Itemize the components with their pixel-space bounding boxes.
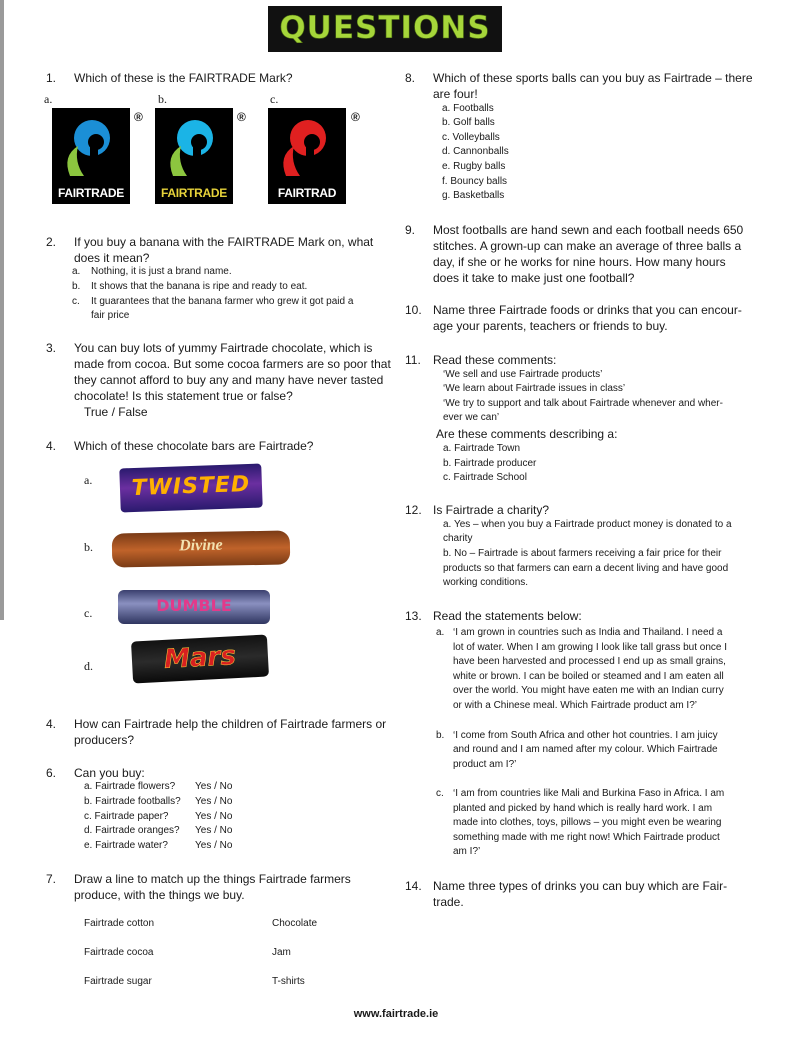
chocolate-bar-dumble[interactable]: DUMBLE bbox=[118, 590, 270, 624]
q6-choice-a[interactable]: Yes / No bbox=[195, 781, 233, 792]
question-3: 3. You can buy lots of yummy Fairtrade chocolate, which is made from cocoa. But some cocoa farmers are so poor that they cannot afford to buy any and many have never tasted chocolate! Is this statement true or false? bbox=[46, 341, 391, 403]
match-right-tshirts[interactable]: T-shirts bbox=[272, 976, 305, 987]
q11-comment-3-line2: ever we can’ bbox=[443, 412, 500, 423]
page-title: QUESTIONS bbox=[279, 10, 491, 46]
chocolate-bar-divine[interactable]: Divine bbox=[112, 530, 291, 567]
q11-prompt: Are these comments describing a: bbox=[436, 427, 618, 441]
question-11: 11. Read these comments: bbox=[405, 353, 557, 367]
q3-answer[interactable]: True / False bbox=[84, 405, 148, 419]
q13-c-line2: planted and picked by hand which is really hard work. I am bbox=[453, 803, 713, 814]
q11-comment-1: ‘We sell and use Fairtrade products’ bbox=[443, 369, 603, 380]
q6-choice-c[interactable]: Yes / No bbox=[195, 811, 233, 822]
q13-b-line3: product am I?’ bbox=[453, 759, 517, 770]
q8-option-d: d. Cannonballs bbox=[442, 146, 509, 157]
q13-c-line4: something made with me right now! Which Fairtrade product bbox=[453, 832, 720, 843]
q8-option-a: a. Footballs bbox=[442, 103, 494, 114]
q6-item-b: b. Fairtrade footballs? bbox=[84, 796, 181, 807]
q6-choice-e[interactable]: Yes / No bbox=[195, 840, 233, 851]
logo-c-text: FAIRTRAD bbox=[277, 186, 337, 200]
q6-item-e: e. Fairtrade water? bbox=[84, 840, 168, 851]
question-14: 14. Name three types of drinks you can buy which are Fair- trade. bbox=[405, 879, 728, 909]
q13-a-line1: ‘I am grown in countries such as India and Thailand. I need a bbox=[453, 627, 723, 638]
question-9: 9. Most footballs are hand sewn and each football needs 650 stitches. A grown-up can make an average of three balls a day, if she or he works for nine hours. How many hours does it take to make just one football? bbox=[405, 223, 744, 285]
question-7: 7. Draw a line to match up the things Fairtrade farmers produce, with the things we buy. bbox=[46, 872, 351, 902]
match-right-jam[interactable]: Jam bbox=[272, 947, 291, 958]
q13-c-line1: ‘I am from countries like Mali and Burkina Faso in Africa. I am bbox=[453, 788, 725, 799]
logo-b-text: FAIRTRADE bbox=[161, 186, 227, 200]
registered-icon: ® bbox=[351, 110, 360, 124]
q13-c-letter: c. bbox=[436, 788, 444, 799]
registered-icon: ® bbox=[134, 110, 143, 124]
q13-a-line5: over the world. You might have eaten me with an Indian curry bbox=[453, 685, 724, 696]
q11-comment-2: ‘We learn about Fairtrade issues in class’ bbox=[443, 383, 626, 394]
q6-item-d: d. Fairtrade oranges? bbox=[84, 825, 180, 836]
question-2: 2. If you buy a banana with the FAIRTRADE Mark on, what does it mean? bbox=[46, 235, 374, 265]
q4-label-d: d. bbox=[84, 659, 93, 673]
q13-a-line2: lot of water. When I am growing I look like tall grass but once I bbox=[453, 642, 728, 653]
match-left-sugar[interactable]: Fairtrade sugar bbox=[84, 976, 152, 987]
q8-option-f: f. Bouncy balls bbox=[442, 176, 508, 187]
fairtrade-logo-c[interactable] bbox=[268, 108, 346, 204]
q12-option-a: a. Yes – when you buy a Fairtrade product money is donated to a bbox=[443, 519, 732, 530]
q8-option-c: c. Volleyballs bbox=[442, 132, 500, 143]
q2-option-b: It shows that the banana is ripe and ready to eat. bbox=[91, 281, 308, 292]
q2-option-a: Nothing, it is just a brand name. bbox=[91, 266, 232, 277]
q13-b-line1: ‘I come from South Africa and other hot countries. I am juicy bbox=[453, 730, 718, 741]
q8-option-e: e. Rugby balls bbox=[442, 161, 506, 172]
match-right-chocolate[interactable]: Chocolate bbox=[272, 918, 318, 929]
fairtrade-logo-b[interactable] bbox=[155, 108, 233, 204]
question-12: 12. Is Fairtrade a charity? bbox=[405, 503, 550, 517]
q2-option-b-letter: b. bbox=[72, 281, 81, 292]
q11-option-c: c. Fairtrade School bbox=[443, 472, 527, 483]
logo-a-text: FAIRTRADE bbox=[58, 186, 124, 200]
match-left-cotton[interactable]: Fairtrade cotton bbox=[84, 918, 155, 929]
q13-c-line3: made into clothes, toys, pillows – you might even be wearing bbox=[453, 817, 722, 828]
q11-option-b: b. Fairtrade producer bbox=[443, 458, 537, 469]
q4-label-b: b. bbox=[84, 540, 93, 554]
q6-choice-d[interactable]: Yes / No bbox=[195, 825, 233, 836]
q13-c-line5: am I?’ bbox=[453, 846, 481, 857]
q4-label-c: c. bbox=[84, 606, 93, 620]
question-4: 4. Which of these chocolate bars are Fairtrade? bbox=[46, 439, 314, 453]
match-left-cocoa[interactable]: Fairtrade cocoa bbox=[84, 947, 154, 958]
footer-url[interactable]: www.fairtrade.ie bbox=[353, 1008, 439, 1020]
question-8: 8. Which of these sports balls can you buy as Fairtrade – there are four! bbox=[405, 71, 753, 101]
q4-label-a: a. bbox=[84, 473, 93, 487]
q6-item-c: c. Fairtrade paper? bbox=[84, 811, 169, 822]
page-edge-shadow bbox=[0, 0, 4, 620]
q2-option-c-letter: c. bbox=[72, 296, 80, 307]
chocolate-bar-mars[interactable]: Mars bbox=[131, 634, 269, 683]
q2-option-c: It guarantees that the banana farmer who grew it got paid a bbox=[91, 296, 354, 307]
q13-b-letter: b. bbox=[436, 730, 445, 741]
q13-a-line3: have been harvested and processed I end up as small grains, bbox=[453, 656, 726, 667]
q12-option-b: b. No – Fairtrade is about farmers receiving a fair price for their bbox=[443, 548, 722, 559]
q13-a-letter: a. bbox=[436, 627, 445, 638]
registered-icon: ® bbox=[237, 110, 246, 124]
q11-comment-3: ‘We try to support and talk about Fairtrade whenever and wher- bbox=[443, 398, 723, 409]
q6-item-a: a. Fairtrade flowers? bbox=[84, 781, 176, 792]
q13-b-line2: and round and I am named after my colour. Which Fairtrade bbox=[453, 744, 718, 755]
q1-label-b: b. bbox=[158, 92, 167, 106]
question-13: 13. Read the statements below: bbox=[405, 609, 582, 623]
q11-option-a: a. Fairtrade Town bbox=[443, 443, 521, 454]
chocolate-bar-twisted[interactable]: TWISTED bbox=[119, 464, 262, 513]
q1-label-a: a. bbox=[44, 92, 53, 106]
q12-option-a-line2: charity bbox=[443, 533, 473, 544]
question-1: 1. Which of these is the FAIRTRADE Mark? bbox=[46, 71, 293, 85]
fairtrade-logo-a[interactable] bbox=[52, 108, 130, 204]
question-10: 10. Name three Fairtrade foods or drinks that you can encour- age your parents, teachers or friends to buy. bbox=[405, 303, 742, 333]
q13-a-line6: or with a Chinese meal. Which Fairtrade product am I?’ bbox=[453, 700, 697, 711]
q2-option-c-line2: fair price bbox=[91, 310, 130, 321]
q13-a-line4: white or brown. I can be boiled or steamed and I am eaten all bbox=[453, 671, 724, 682]
question-6: 6. Can you buy: bbox=[46, 766, 145, 780]
title-banner bbox=[268, 6, 502, 52]
q8-option-g: g. Basketballs bbox=[442, 190, 505, 201]
q12-option-b-line2: products so that farmers can earn a decent living and have good bbox=[443, 563, 729, 574]
q6-choice-b[interactable]: Yes / No bbox=[195, 796, 233, 807]
q8-option-b: b. Golf balls bbox=[442, 117, 495, 128]
q2-option-a-letter: a. bbox=[72, 266, 81, 277]
q1-label-c: c. bbox=[270, 92, 279, 106]
question-5: 4. How can Fairtrade help the children of Fairtrade farmers or producers? bbox=[46, 717, 387, 747]
q12-option-b-line3: working conditions. bbox=[443, 577, 529, 588]
